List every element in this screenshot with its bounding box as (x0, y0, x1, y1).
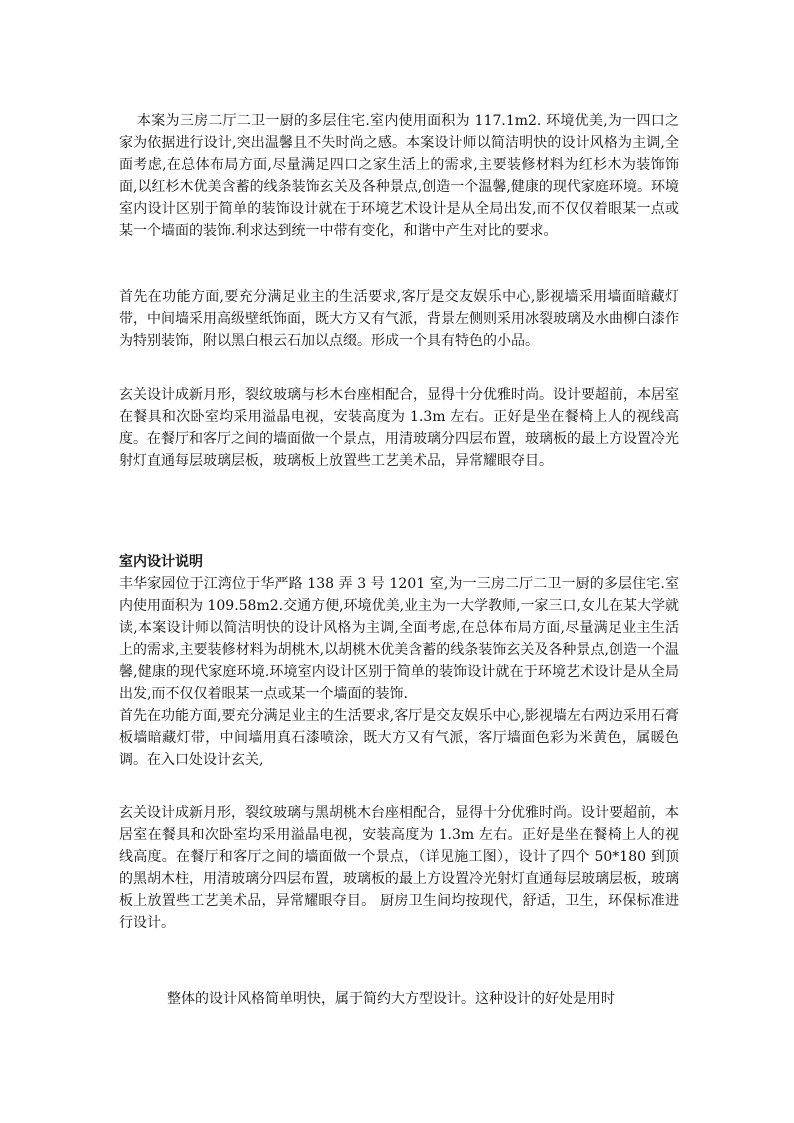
paragraph-intro: 本案为三房二厅二卫一厨的多层住宅.室内使用面积为 117.1m2. 环境优美,为一四口之家为依据进行设计,突出温馨且不失时尚之感。本案设计师以简洁明快的设计风格为主调,全面考虑,在总体布局方面,尽量满足四口之家生活上的需求,主要装修材料为红杉木为装饰饰面,以红杉木优美含蓄的线条装饰玄关及各种景点,创造一个温馨,健康的现代家庭环境。环境室内设计区别于简单的装饰设计就在于环境艺术设计是从全局出发,而不仅仅着眼某一点或某一个墙面的装饰.利求达到统一中带有变化，和谐中产生对比的要求。 (119, 113, 679, 239)
paragraph-function-2: 首先在功能方面,要充分满足业主的生活要求,客厅是交友娱乐中心,影视墙左右两边采用石膏板墙暗藏灯带，中间墙用真石漆喷涂，既大方又有气派，客厅墙面色彩为米黄色，属暖色调。在入口处设计玄关, (119, 708, 679, 768)
paragraph-entrance-2: 玄关设计成新月形，裂纹玻璃与黑胡桃木台座相配合，显得十分优雅时尚。设计要超前，本居室在餐具和次卧室均采用溢晶电视，安装高度为 1.3m 左右。正好是坐在餐椅上人的视线高度。在餐厅和客厅之间的墙面做一个景点，（详见施工图），设计了四个 50*180 到顶的黑胡木柱，用清玻璃分四层布置，玻璃板的最上方设置冷光射灯直通每层玻璃层板，玻璃板上放置些工艺美术品，异常耀眼夺目。 厨房卫生间均按现代，舒适，卫生，环保标准进行设计。 (119, 805, 679, 931)
paragraph-function: 首先在功能方面,要充分满足业主的生活要求,客厅是交友娱乐中心,影视墙采用墙面暗藏灯带，中间墙采用高级壁纸饰面，既大方又有气派，背景左侧则采用冰裂玻璃及水曲柳白漆作为特别装饰，附以黑白根云石加以点缀。形成一个具有特色的小品。 (119, 289, 679, 349)
paragraph-entrance: 玄关设计成新月形，裂纹玻璃与杉木台座相配合，显得十分优雅时尚。设计要超前，本居室在餐具和次卧室均采用溢晶电视，安装高度为 1.3m 左右。正好是坐在餐椅上人的视线高度。在餐厅和客厅之间的墙面做一个景点，用清玻璃分四层布置，玻璃板的最上方设置冷光射灯直通每层玻璃层板，玻璃板上放置些工艺美术品，异常耀眼夺目。 (119, 387, 679, 469)
paragraph-overall-style: 整体的设计风格简单明快，属于简约大方型设计。这种设计的好处是用时 (167, 991, 615, 1007)
section-heading: 室内设计说明 (119, 554, 203, 570)
paragraph-project-description: 丰华家园位于江湾位于华严路 138 弄 3 号 1201 室,为一三房二厅二卫一厨的多层住宅.室内使用面积为 109.58m2.交通方便,环境优美,业主为一大学教师,一家三口,女儿在某大学就读,本案设计师以简洁明快的设计风格为主调,全面考虑,在总体布局方面,尽量满足业主生活上的需求,主要装修材料为胡桃木,以胡桃木优美含蓄的线条装饰玄关及各种景点,创造一个温馨,健康的现代家庭环境.环境室内设计区别于简单的装饰设计就在于环境艺术设计是从全局出发,而不仅仅着眼某一点或某一个墙面的装饰. (119, 576, 679, 702)
